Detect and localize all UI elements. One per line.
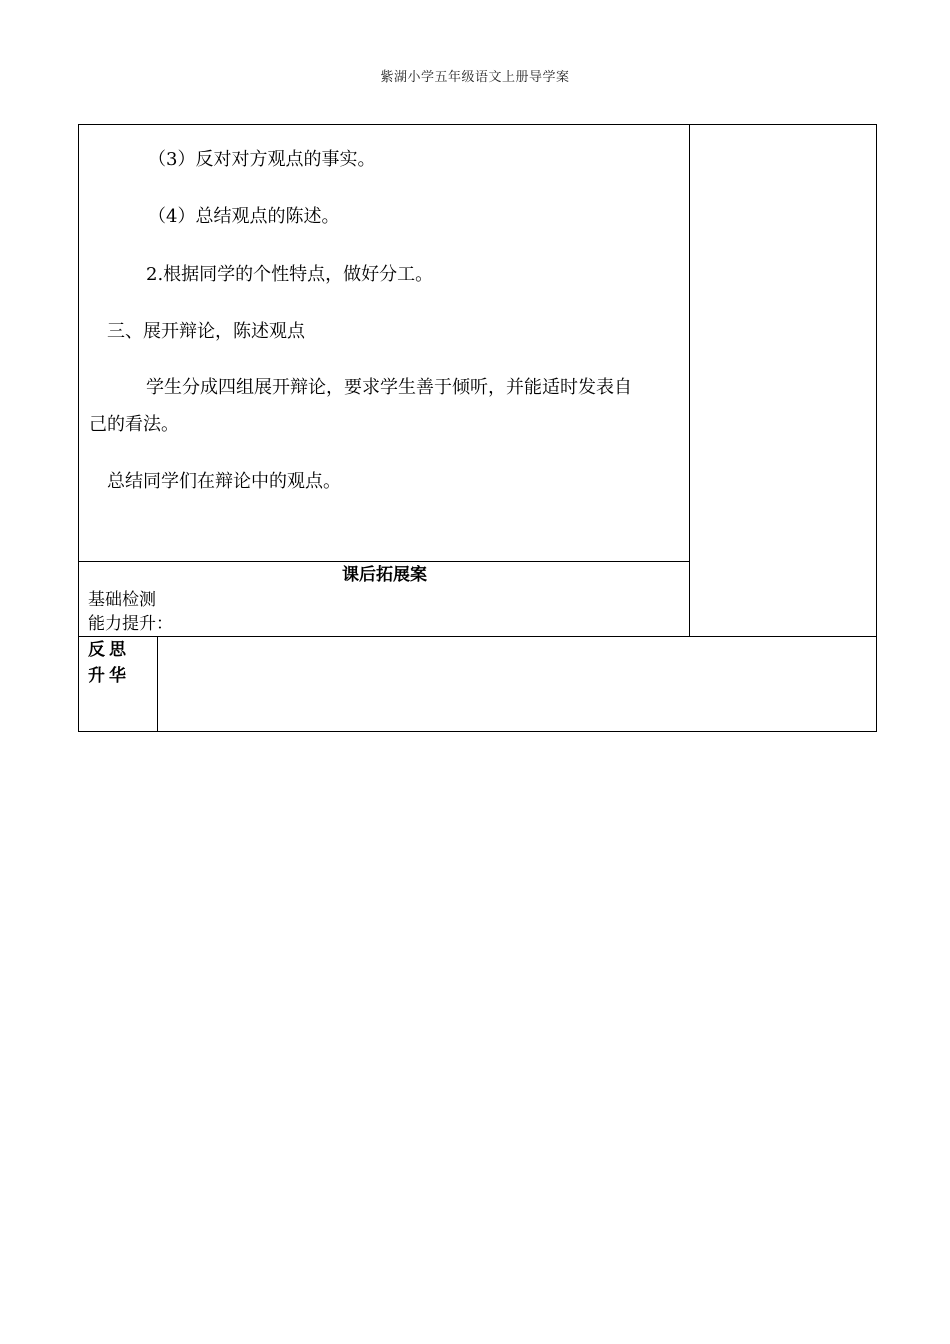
summary-line: 总结同学们在辩论中的观点。 [107,471,341,492]
section-3-heading: 三、展开辩论，陈述观点 [107,321,305,342]
debate-instruction-line-1: 学生分成四组展开辩论，要求学生善于倾听，并能适时发表自 [146,377,632,398]
page-header: 紫湖小学五年级语文上册导学案 [380,70,570,85]
extension-top-rule [78,561,690,562]
debate-instruction-line-2: 己的看法。 [89,414,179,435]
ability-label: 能力提升： [88,614,173,634]
reflection-label-line-1: 反思 [88,640,130,660]
step-4-line: （4）总结观点的陈述。 [148,206,340,227]
basic-test-label: 基础检测 [88,590,156,610]
division-line: 2.根据同学的个性特点，做好分工。 [146,264,434,285]
reflection-label-divider [157,636,158,732]
extension-title: 课后拓展案 [342,565,427,585]
reflection-label-line-2: 升华 [88,666,130,686]
step-3-line: （3）反对对方观点的事实。 [148,149,376,170]
reflection-top-rule [78,636,877,637]
